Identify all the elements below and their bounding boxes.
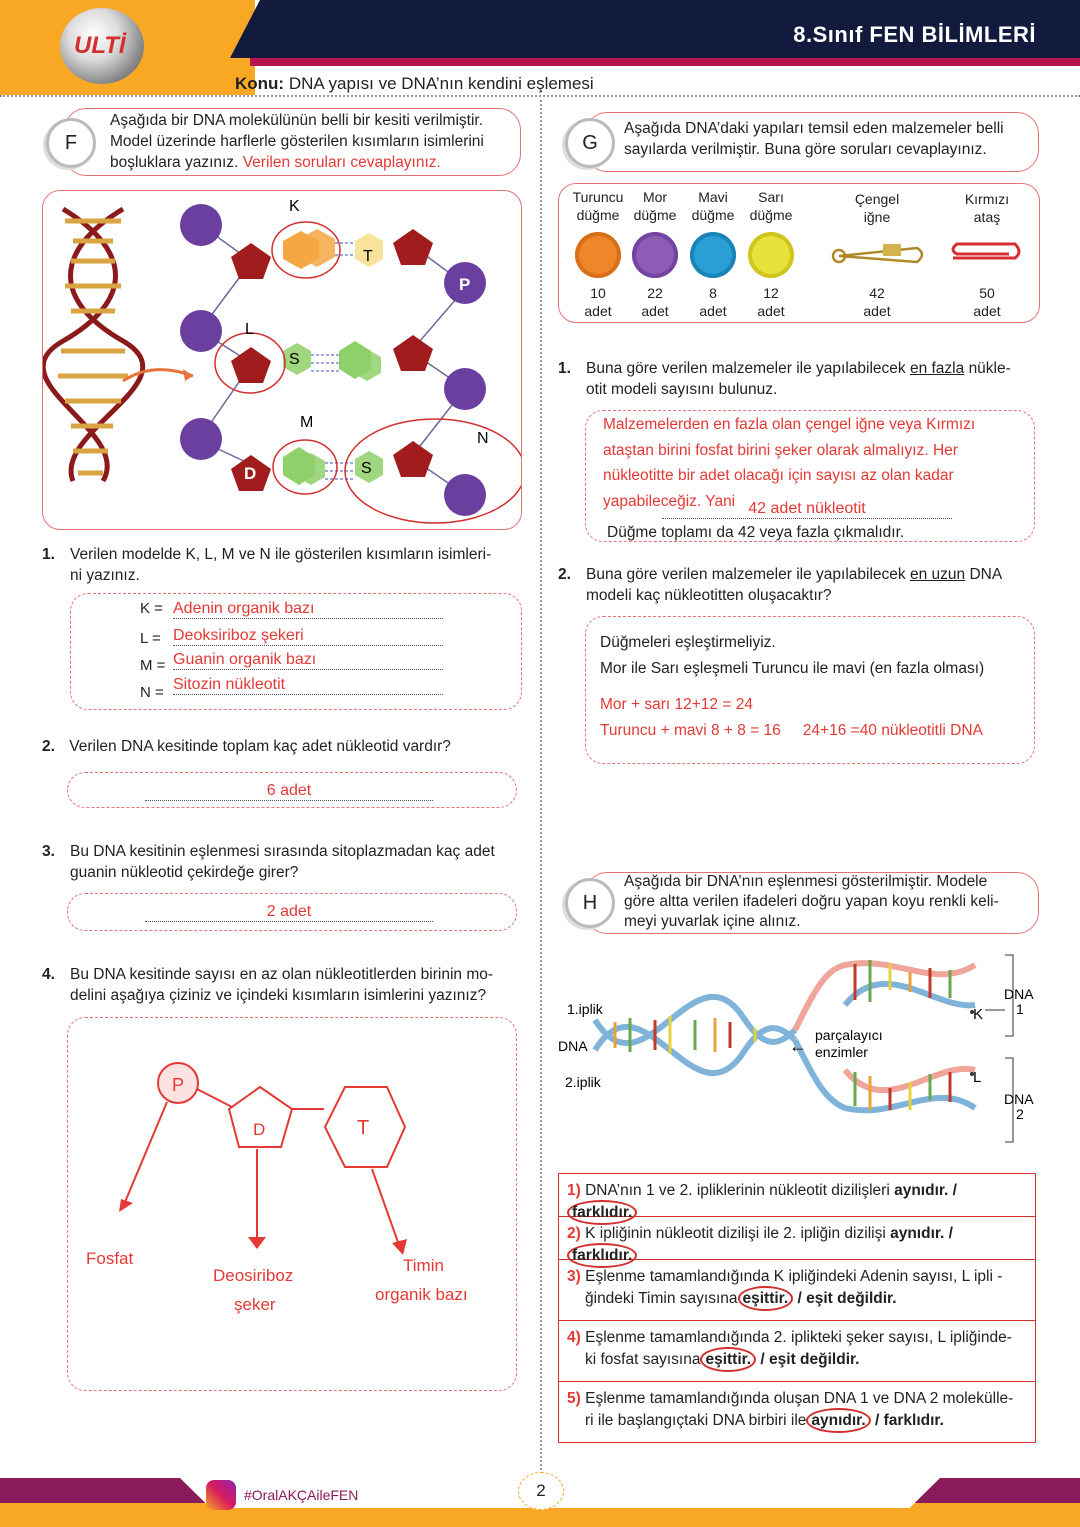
- option-separator: /: [948, 1182, 957, 1199]
- statement-text: ki fosfat sayısına: [585, 1351, 701, 1368]
- label-dna2-a: DNA: [1004, 1091, 1034, 1107]
- label-dna: DNA: [558, 1038, 588, 1054]
- statement-1: [558, 1173, 1036, 1221]
- material-count: 42: [869, 285, 885, 301]
- g-q1-post: nükle-: [968, 360, 1011, 377]
- material-name: düğme: [576, 207, 620, 223]
- label-s1: S: [289, 351, 300, 368]
- label-dna2-b: 2: [1016, 1106, 1024, 1122]
- g-q1-ans-value: 42 adet nükleotit: [662, 500, 952, 519]
- label-enzim-2: enzimler: [815, 1044, 868, 1060]
- enzyme-arrow-icon: ←: [789, 1036, 807, 1056]
- g-q2-post: DNA: [969, 566, 1003, 583]
- f-q3-line1: Bu DNA kesitinin eşlenmesi sırasında sitoplazmadan kaç adet: [70, 843, 495, 860]
- answer-row-k: [140, 600, 445, 627]
- yellow-button-icon: [748, 232, 794, 278]
- sugar-5: [393, 335, 433, 371]
- statement-list: [558, 1173, 1036, 1443]
- instagram-icon[interactable]: [206, 1480, 236, 1510]
- f-q1-answers: [140, 600, 445, 708]
- material-count: 12: [763, 285, 779, 301]
- g-q2-ans-4a: Turuncu + mavi 8 + 8 = 16: [600, 722, 781, 739]
- material-unit: adet: [757, 303, 785, 319]
- material-name: Sarı: [758, 189, 784, 205]
- material-name: Mor: [642, 189, 668, 205]
- label-s2: S: [361, 460, 372, 477]
- sugar-2: [231, 347, 271, 383]
- label-n: N: [477, 430, 489, 447]
- answer-label: L =: [140, 630, 161, 647]
- f-q4-line1: Bu DNA kesitinde sayısı en az olan nükleotitlerden birinin mo-: [70, 966, 494, 983]
- statement-text: K ipliğinin nükleotit dizilişi ile 2. ipliğin dizilişi: [585, 1225, 886, 1242]
- section-f-instr-1: Aşağıda bir DNA molekülünün belli bir kesiti verilmiştir.: [110, 112, 484, 129]
- topic-text: DNA yapısı ve DNA’nın kendini eşlemesi: [288, 74, 594, 93]
- material-name: Turuncu: [572, 189, 624, 205]
- section-h-instr-3: meyi yuvarlak içine alınız.: [624, 913, 801, 930]
- material-name: Çengel: [854, 191, 900, 207]
- statement-num: 1): [567, 1182, 581, 1199]
- section-f-instruction: [110, 110, 515, 173]
- sugar-6: [393, 441, 433, 477]
- g-q1-pre: Buna göre verilen malzemeler ile yapılabilecek: [586, 360, 906, 377]
- f-q4-num: 4.: [42, 966, 55, 983]
- phosphate-1: [180, 204, 222, 246]
- material-paper-clip: [943, 190, 1031, 320]
- section-h-badge: H: [565, 878, 615, 928]
- dna-model-box: [42, 190, 522, 530]
- answer-label: K =: [140, 600, 163, 617]
- section-f-q2: [42, 736, 451, 757]
- phosphate-3: [180, 418, 222, 460]
- drawing-p: P: [172, 1075, 185, 1095]
- logo: [60, 8, 144, 84]
- section-g-instr-1: Aşağıda DNA’daki yapıları temsil eden malzemeler belli: [624, 120, 1004, 137]
- f-q3-line2: guanin nükleotid çekirdeğe girer?: [70, 864, 299, 881]
- material-name: ataş: [973, 209, 1001, 225]
- safety-pin-icon: [825, 230, 929, 274]
- f-q3-answer: 2 adet: [145, 903, 433, 922]
- topic-label: Konu:: [235, 74, 285, 93]
- sugar-1: [231, 243, 271, 279]
- label-dna1-b: 1: [1016, 1001, 1024, 1017]
- option-separator: /: [756, 1351, 770, 1368]
- option-a-selected[interactable]: aynıdır.: [806, 1408, 870, 1433]
- section-h-instruction: [624, 872, 1026, 932]
- label-d: D: [244, 464, 257, 483]
- material-name: Mavi: [698, 189, 728, 205]
- label-l-strand: L: [973, 1069, 982, 1086]
- option-a-selected[interactable]: eşittir.: [700, 1347, 756, 1372]
- label-t: T: [363, 248, 373, 265]
- answer-row-n: [140, 676, 445, 711]
- label-seker-1: Deosiriboz: [213, 1266, 294, 1285]
- material-unit: adet: [863, 303, 891, 319]
- g-q2-underline: en uzun: [909, 566, 966, 583]
- orange-button-icon: [575, 232, 621, 278]
- option-separator: /: [944, 1225, 953, 1242]
- g-q2-ans-3: Mor + sarı 12+12 = 24: [600, 696, 753, 713]
- drawing-d: D: [253, 1120, 266, 1139]
- section-g-instr-2: sayılarda verilmiştir. Buna göre soruları cevaplayınız.: [624, 141, 987, 158]
- option-b[interactable]: eşit değildir.: [769, 1351, 860, 1368]
- f-q2-answer: 6 adet: [145, 782, 433, 801]
- g-q1-ans-2: ataştan birini fosfat birini şeker olarak almalıyız. Her: [603, 441, 958, 459]
- section-f-instr-2: Model üzerinde harflerle gösterilen kısımların isimlerini: [110, 133, 484, 150]
- section-g-q2: [558, 564, 1040, 606]
- material-name: iğne: [863, 209, 891, 225]
- option-b[interactable]: farklıdır.: [883, 1412, 944, 1429]
- option-a-selected[interactable]: eşittir.: [738, 1286, 794, 1311]
- label-k: K: [289, 198, 300, 215]
- arrow-icon: [123, 370, 193, 381]
- section-f-q4: [42, 964, 524, 1006]
- statement-num: 4): [567, 1329, 581, 1346]
- paper-clip-icon: [943, 230, 1031, 274]
- material-unit: adet: [584, 303, 612, 319]
- statement-num: 5): [567, 1390, 581, 1407]
- g-q1-ans-1: Malzemelerden en fazla olan çengel iğne veya Kırmızı: [603, 416, 976, 433]
- label-enzim-1: parçalayıcı: [815, 1027, 883, 1043]
- option-b-selected[interactable]: farklıdır.: [567, 1200, 637, 1225]
- label-fosfat: Fosfat: [86, 1249, 134, 1268]
- dna-model-figure: [43, 191, 521, 529]
- material-name: Kırmızı: [964, 191, 1010, 207]
- answer-value: Adenin organik bazı: [173, 600, 443, 619]
- statement-text: Eşlenme tamamlandığında K ipliğindeki Adenin sayısı, L ipli -: [585, 1268, 1003, 1285]
- material-name: düğme: [691, 207, 735, 223]
- material-unit: adet: [699, 303, 727, 319]
- material-blue: [680, 188, 746, 320]
- g-q1-num: 1.: [558, 360, 571, 377]
- g-q2-ans-2: Mor ile Sarı eşleşmeli Turuncu ile mavi (en fazla olması): [600, 660, 985, 677]
- label-p: P: [459, 275, 471, 294]
- label-dna1-a: DNA: [1004, 986, 1034, 1002]
- column-divider: [540, 100, 542, 1470]
- section-h-instr-2: göre altta verilen ifadeleri doğru yapan koyu renkli keli-: [624, 893, 999, 910]
- material-purple: [622, 188, 688, 320]
- g-q1-answer: [603, 412, 1023, 514]
- top-divider: [0, 95, 1080, 97]
- statement-text: Eşlenme tamamlandığında 2. iplikteki şeker sayısı, L ipliğinde-: [585, 1329, 1012, 1346]
- section-f-badge: F: [46, 118, 96, 168]
- dna-replication-figure: [555, 950, 1040, 1150]
- statement-4: [558, 1321, 1036, 1382]
- option-separator: /: [870, 1412, 884, 1429]
- answer-value: Sitozin nükleotit: [173, 676, 443, 695]
- g-q1-underline: en fazla: [909, 360, 965, 377]
- g-q2-ans-4b: 24+16 =40 nükleotitli DNA: [802, 722, 983, 739]
- label-k-strand: K: [973, 1006, 984, 1023]
- material-count: 10: [590, 285, 606, 301]
- page-title: 8.Sınıf FEN BİLİMLERİ: [793, 22, 1036, 47]
- sugar-4: [393, 229, 433, 265]
- g-q1-ans-note: Düğme toplamı da 42 veya fazla çıkmalıdır.: [607, 524, 905, 541]
- label-seker-2: şeker: [234, 1295, 276, 1314]
- section-g-q1: [558, 358, 1040, 400]
- material-count: 8: [709, 285, 717, 301]
- option-separator: /: [793, 1290, 807, 1307]
- material-safety-pin: [825, 190, 929, 320]
- g-q2-num: 2.: [558, 566, 571, 583]
- statement-text: ri ile başlangıçtaki DNA birbiri ile: [585, 1412, 807, 1429]
- statement-text: DNA’nın 1 ve 2. ipliklerinin nükleotit dizilişleri: [585, 1182, 890, 1199]
- statement-num: 2): [567, 1225, 581, 1242]
- statement-text: Eşlenme tamamlandığında oluşan DNA 1 ve DNA 2 molekülle-: [585, 1390, 1014, 1407]
- statement-text: ğindeki Timin sayısına: [585, 1290, 738, 1307]
- material-count: 22: [647, 285, 663, 301]
- option-a[interactable]: aynıdır.: [894, 1182, 949, 1199]
- f-q1-line2: ni yazınız.: [70, 567, 140, 584]
- label-m: M: [300, 414, 314, 431]
- f-q3-num: 3.: [42, 843, 55, 860]
- g-q2-pre: Buna göre verilen malzemeler ile yapılabilecek: [586, 566, 906, 583]
- material-unit: adet: [973, 303, 1001, 319]
- section-g-instruction: [624, 118, 1034, 160]
- page-number: 2: [518, 1472, 564, 1510]
- nucleotide-drawing: [67, 1017, 515, 1389]
- materials-row: [565, 188, 1035, 318]
- material-yellow: [738, 188, 804, 320]
- drawing-t: T: [357, 1117, 370, 1139]
- header-stripe: [250, 58, 1080, 66]
- section-h-instr-1: Aşağıda bir DNA’nın eşlenmesi gösterilmiştir. Modele: [624, 873, 988, 890]
- material-name: düğme: [749, 207, 793, 223]
- option-a[interactable]: aynıdır.: [890, 1225, 945, 1242]
- logo-text: ULTİ: [74, 32, 126, 59]
- f-q1-num: 1.: [42, 546, 55, 563]
- label-baz-1: Timin: [403, 1256, 444, 1275]
- statement-3: [558, 1260, 1036, 1321]
- answer-value: Guanin organik bazı: [173, 651, 443, 670]
- f-q2-text: Verilen DNA kesitinde toplam kaç adet nükleotid vardır?: [69, 738, 451, 755]
- statement-num: 3): [567, 1268, 581, 1285]
- label-iplik1: 1.iplik: [567, 1001, 603, 1017]
- section-f-q1: [42, 544, 524, 586]
- label-iplik2: 2.iplik: [565, 1074, 601, 1090]
- material-count: 50: [979, 285, 995, 301]
- answer-label: N =: [140, 684, 164, 701]
- label-l: L: [245, 321, 254, 338]
- section-g-badge: G: [565, 118, 615, 168]
- section-f-instr-3: boşluklara yazınız.: [110, 154, 239, 171]
- g-q1-ans-3: nükleotitte bir adet olacağı için sayısı az olan kadar: [603, 467, 954, 484]
- purple-button-icon: [632, 232, 678, 278]
- blue-button-icon: [690, 232, 736, 278]
- topic-line: [235, 74, 594, 94]
- section-f-instr-red: Verilen soruları cevaplayınız.: [242, 154, 441, 171]
- g-q2-line2: modeli kaç nükleotitten oluşacaktır?: [586, 587, 832, 604]
- material-name: düğme: [633, 207, 677, 223]
- f-q1-line1: Verilen modelde K, L, M ve N ile gösterilen kısımların isimleri-: [70, 546, 492, 563]
- statement-5: [558, 1382, 1036, 1443]
- g-q2-answer: [600, 630, 984, 744]
- phosphate-2: [180, 310, 222, 352]
- option-b-selected[interactable]: farklıdır.: [567, 1243, 637, 1268]
- f-q2-num: 2.: [42, 738, 55, 755]
- g-q1-ans-4: yapabileceğiz. Yani: [603, 492, 736, 510]
- g-q2-ans-1: Düğmeleri eşleştirmeliyiz.: [600, 634, 776, 651]
- answer-label: M =: [140, 657, 166, 674]
- answer-value: Deoksiriboz şekeri: [173, 627, 443, 646]
- f-q4-line2: delini aşağıya çiziniz ve içindeki kısımların isimlerini yazınız?: [70, 987, 487, 1004]
- g-q1-line2: otit modeli sayısını bulunuz.: [586, 381, 778, 398]
- helix-illustration: [43, 209, 143, 481]
- label-baz-2: organik bazı: [375, 1285, 468, 1304]
- material-unit: adet: [641, 303, 669, 319]
- section-f-q3: [42, 841, 524, 883]
- option-b[interactable]: eşit değildir.: [806, 1290, 897, 1307]
- footer-hashtag[interactable]: #OralAKÇAileFEN: [244, 1487, 359, 1503]
- phosphate-5: [444, 368, 486, 410]
- phosphate-6: [444, 474, 486, 516]
